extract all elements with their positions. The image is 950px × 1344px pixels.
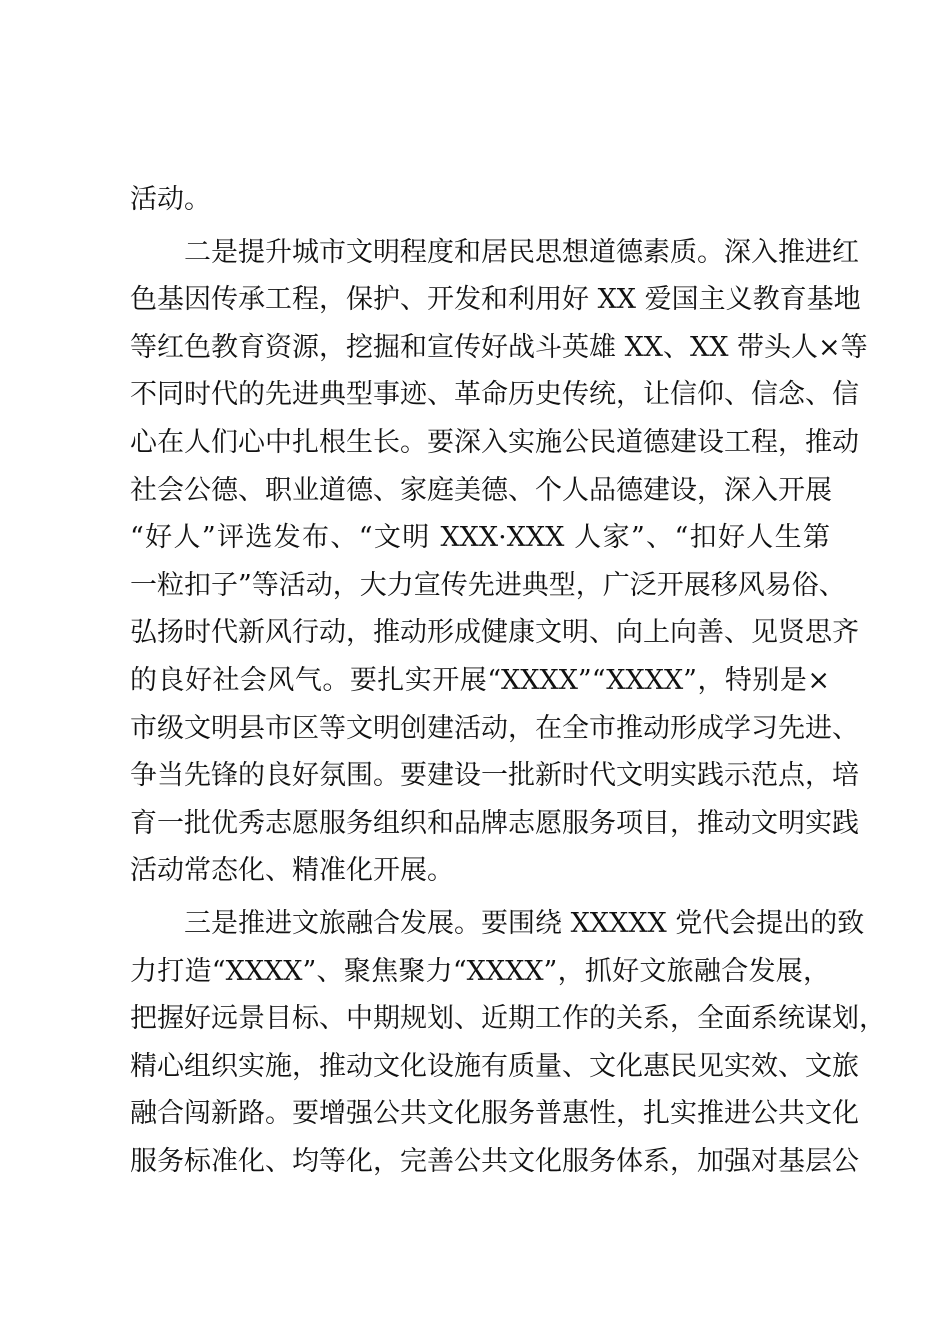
- text-line: 弘扬时代新风行动，推动形成健康文明、向上向善、见贤思齐: [130, 617, 859, 649]
- text-line: 服务标准化、均等化，完善公共文化服务体系，加强对基层公: [130, 1145, 859, 1177]
- text-line: 的良好社会风气。要扎实开展“XXXX”“XXXX”，特别是×: [130, 664, 830, 696]
- text-line: “好人”评选发布、“文明 XXX·XXX 人家”、“扣好人生第: [130, 522, 830, 554]
- text-line: 心在人们心中扎根生长。要深入实施公民道德建设工程，推动: [130, 426, 859, 458]
- text-line: 力打造“XXXX”、聚焦聚力“XXXX”，抓好文旅融合发展，: [130, 955, 830, 987]
- text-line: 精心组织实施，推动文化设施有质量、文化惠民见实效、文旅: [130, 1050, 859, 1082]
- document-body: [130, 176, 886, 1185]
- text-line: 育一批优秀志愿服务组织和品牌志愿服务项目，推动文明实践: [130, 807, 859, 839]
- text-line: 市级文明县市区等文明创建活动，在全市推动形成学习先进、: [130, 712, 859, 744]
- text-line: 活动常态化、精准化开展。: [130, 855, 454, 887]
- text-line: 一粒扣子”等活动，大力宣传先进典型，广泛开展移风易俗、: [130, 569, 846, 601]
- text-line: 色基因传承工程，保护、开发和利用好 XX 爱国主义教育基地: [130, 284, 861, 316]
- text-line: 不同时代的先进典型事迹、革命历史传统，让信仰、信念、信: [130, 379, 859, 411]
- text-line: 争当先锋的良好氛围。要建设一批新时代文明实践示范点，培: [130, 760, 859, 792]
- text-line: 等红色教育资源，挖掘和宣传好战斗英雄 XX、XX 带头人×等: [130, 331, 868, 363]
- paragraph: [130, 900, 886, 1186]
- text-line: 社会公德、职业道德、家庭美德、个人品德建设，深入开展: [130, 474, 832, 506]
- text-line: 二是提升城市文明程度和居民思想道德素质。深入推进红: [184, 236, 859, 268]
- paragraph: [130, 176, 830, 224]
- paragraph: [130, 229, 868, 895]
- text-line: 活动。: [130, 184, 211, 215]
- text-line: 三是推进文旅融合发展。要围绕 XXXXX 党代会提出的致: [184, 907, 865, 939]
- text-line: 把握好远景目标、中期规划、近期工作的关系，全面系统谋划，: [130, 1003, 886, 1035]
- text-line: 融合闯新路。要增强公共文化服务普惠性，扎实推进公共文化: [130, 1098, 859, 1130]
